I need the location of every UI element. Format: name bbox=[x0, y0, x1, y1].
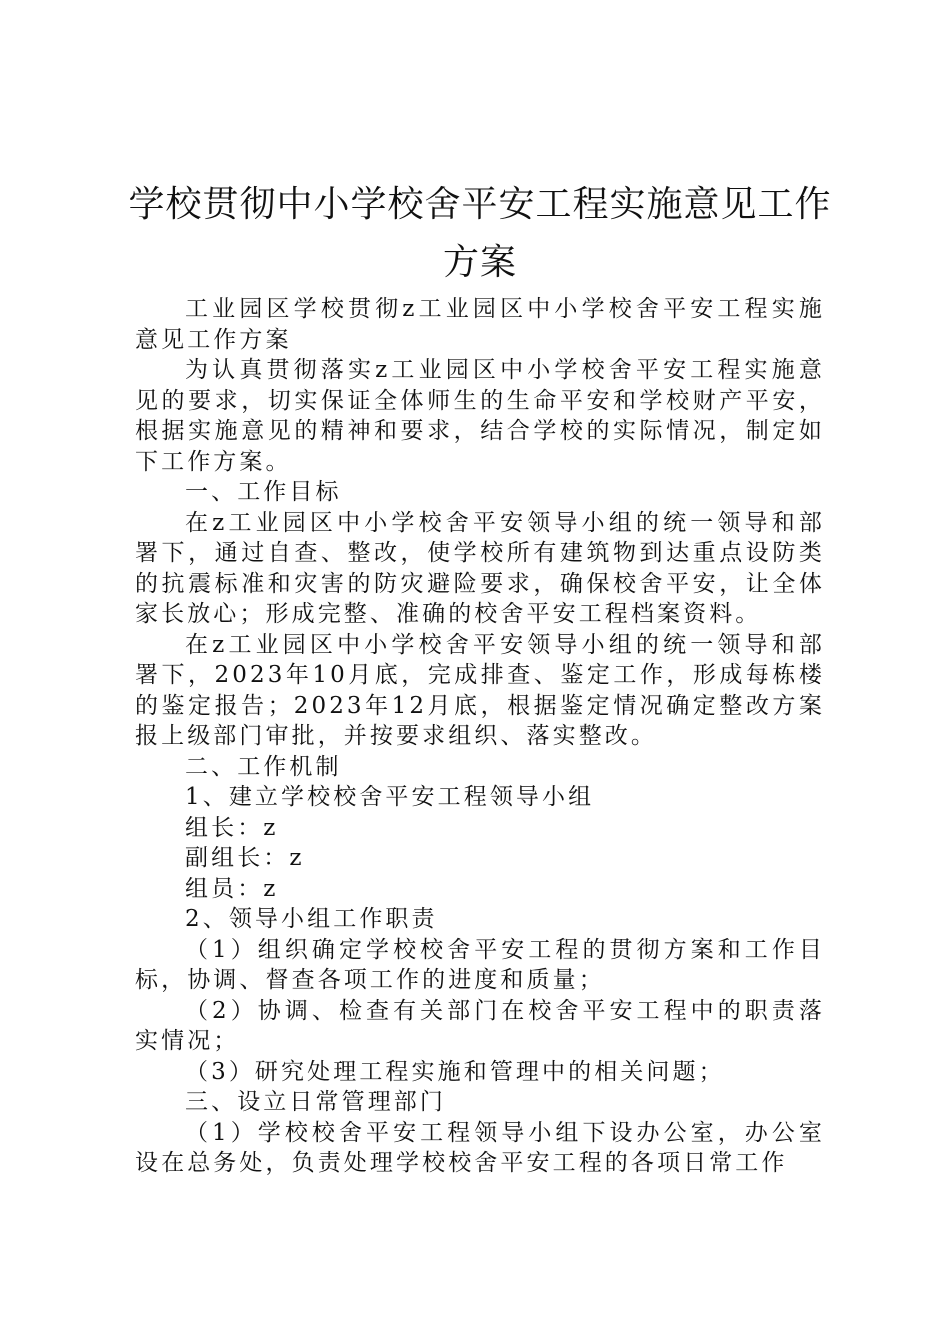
paragraph-deputy-leader: 副组长：z bbox=[185, 845, 305, 871]
document-title-line-2: 方案 bbox=[442, 242, 517, 283]
paragraph-leadership-group: 1、建立学校校舍平安工程领导小组 bbox=[185, 784, 595, 810]
paragraph-goals-1: 在z工业园区中小学校舍平安领导小组的统一领导和部署下，通过自查、整改，使学校所有建筑物到达重点设防类的抗震标准和灾害的防灾避险要求，确保校舍平安，让全体家长放心；形成完整、准确的校舍平安工程档案资料。 bbox=[135, 509, 825, 627]
paragraph-duty-2: （2）协调、检查有关部门在校舍平安工程中的职责落实情况； bbox=[135, 997, 825, 1054]
section-heading-goals: 一、工作目标 bbox=[185, 479, 342, 505]
paragraph-duty-1: （1）组织确定学校校舍平安工程的贯彻方案和工作目标，协调、督查各项工作的进度和质量； bbox=[135, 936, 825, 993]
document-title-line-1: 学校贯彻中小学校舍平安工程实施意见工作 bbox=[128, 184, 832, 225]
section-heading-mechanism: 二、工作机制 bbox=[185, 753, 342, 780]
paragraph-office-1: （1）学校校舍平安工程领导小组下设办公室，办公室设在总务处，负责处理学校校舍平安工程的各项日常工作 bbox=[135, 1119, 825, 1176]
paragraph-duty-3: （3）研究处理工程实施和管理中的相关问题； bbox=[185, 1058, 725, 1085]
section-heading-office: 三、设立日常管理部门 bbox=[185, 1089, 446, 1115]
paragraph-group-leader: 组长：z bbox=[185, 814, 279, 841]
paragraph-intro-title: 工业园区学校贯彻z工业园区中小学校舍平安工程实施意见工作方案 bbox=[135, 296, 825, 353]
paragraph-duties-heading: 2、领导小组工作职责 bbox=[185, 906, 438, 932]
paragraph-members: 组员：z bbox=[185, 875, 279, 902]
paragraph-goals-2: 在z工业园区中小学校舍平安领导小组的统一领导和部署下，2023年10月底，完成排查、鉴定工作，形成每栋楼的鉴定报告；2023年12月底，根据鉴定情况确定整改方案报上级部门审批，并按要求组织、落实整改。 bbox=[135, 631, 825, 749]
document-body bbox=[135, 294, 825, 1179]
paragraph-purpose: 为认真贯彻落实z工业园区中小学校舍平安工程实施意见的要求，切实保证全体师生的生命平安和学校财产平安，根据实施意见的精神和要求，结合学校的实际情况，制定如下工作方案。 bbox=[135, 357, 825, 475]
